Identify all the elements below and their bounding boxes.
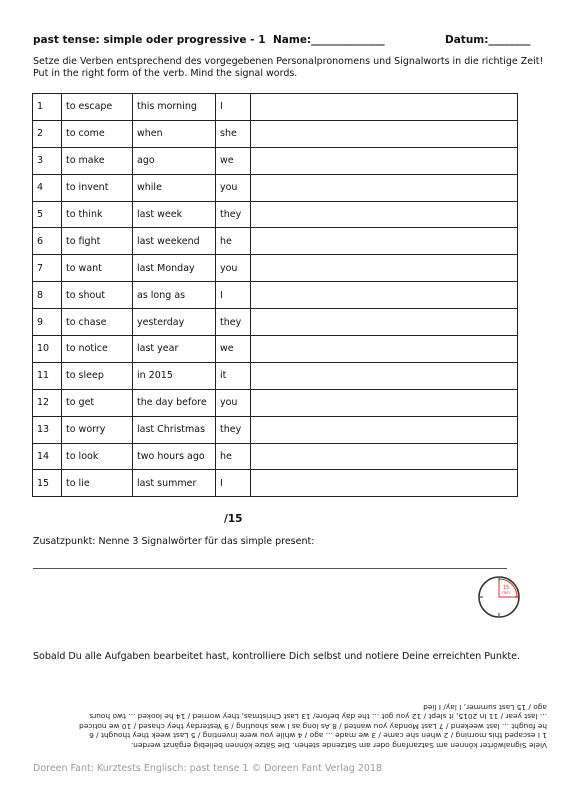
- worksheet-title: past tense: simple oder progressive - 1: [33, 34, 266, 46]
- exercise-number: 4: [33, 174, 62, 201]
- exercise-signal-word: the day before: [133, 389, 216, 416]
- exercise-row: [33, 336, 518, 363]
- exercise-verb: to chase: [62, 309, 133, 336]
- exercise-pronoun: you: [216, 174, 251, 201]
- exercise-number: 15: [33, 470, 62, 497]
- upside-down-solution: [33, 702, 547, 750]
- answer-cell[interactable]: [251, 147, 518, 174]
- exercise-number: 14: [33, 443, 62, 470]
- exercise-signal-word: last Monday: [133, 255, 216, 282]
- exercise-verb: to lie: [62, 470, 133, 497]
- exercise-row: [33, 470, 518, 497]
- exercise-number: 11: [33, 362, 62, 389]
- solution-line: he fought ... last weekend / 7 Last Monday you wanted / 8 As long as I was shouting / 9 Yesterday they chased / 10 we noticed: [79, 721, 547, 731]
- solution-line: 1 I escaped this morning / 2 when she came / 3 we made ... ago / 4 while you were inventing / 5 Last week they thought / 6: [89, 731, 547, 741]
- exercise-signal-word: last summer: [133, 470, 216, 497]
- date-field: Datum:________: [445, 34, 531, 46]
- answer-cell[interactable]: [251, 120, 518, 147]
- clock-unit-label: min: [502, 590, 510, 595]
- exercise-verb: to think: [62, 201, 133, 228]
- exercise-signal-word: last year: [133, 336, 216, 363]
- answer-cell[interactable]: [251, 174, 518, 201]
- exercise-signal-word: in 2015: [133, 362, 216, 389]
- answer-cell[interactable]: [251, 94, 518, 121]
- exercise-row: [33, 120, 518, 147]
- exercise-number: 5: [33, 201, 62, 228]
- score-total: /15: [224, 513, 243, 525]
- bonus-answer-line: [33, 568, 507, 569]
- exercise-number: 9: [33, 309, 62, 336]
- answer-cell[interactable]: [251, 282, 518, 309]
- exercise-number: 10: [33, 336, 62, 363]
- bonus-task: Zusatzpunkt: Nenne 3 Signalwörter für das simple present:: [33, 536, 315, 547]
- exercise-number: 8: [33, 282, 62, 309]
- exercise-verb: to shout: [62, 282, 133, 309]
- exercise-signal-word: when: [133, 120, 216, 147]
- self-check-note: Sobald Du alle Aufgaben bearbeitet hast, kontrolliere Dich selbst und notiere Deine erreichten Punkte.: [33, 651, 520, 662]
- exercise-pronoun: you: [216, 255, 251, 282]
- answer-cell[interactable]: [251, 228, 518, 255]
- exercise-pronoun: she: [216, 120, 251, 147]
- exercise-number: 13: [33, 416, 62, 443]
- exercise-verb: to invent: [62, 174, 133, 201]
- exercise-signal-word: two hours ago: [133, 443, 216, 470]
- exercise-verb: to notice: [62, 336, 133, 363]
- exercise-row: [33, 201, 518, 228]
- copyright-footer: Doreen Fant: Kurztests Englisch: past tense 1 © Doreen Fant Verlag 2018: [33, 763, 383, 774]
- exercise-pronoun: I: [216, 470, 251, 497]
- exercise-verb: to want: [62, 255, 133, 282]
- instruction-german: Setze die Verben entsprechend des vorgegebenen Personalpronomens und Signalworts in die richtige Zeit!: [33, 56, 544, 67]
- exercise-signal-word: last weekend: [133, 228, 216, 255]
- answer-cell[interactable]: [251, 255, 518, 282]
- exercise-number: 3: [33, 147, 62, 174]
- exercise-row: [33, 282, 518, 309]
- exercise-verb: to make: [62, 147, 133, 174]
- clock-minutes-label: 15: [502, 585, 510, 591]
- exercise-pronoun: they: [216, 416, 251, 443]
- exercise-signal-word: as long as: [133, 282, 216, 309]
- exercise-number: 7: [33, 255, 62, 282]
- exercise-row: [33, 147, 518, 174]
- exercise-pronoun: I: [216, 282, 251, 309]
- exercise-verb: to escape: [62, 94, 133, 121]
- answer-cell[interactable]: [251, 201, 518, 228]
- exercise-row: [33, 228, 518, 255]
- exercise-row: [33, 174, 518, 201]
- answer-cell[interactable]: [251, 362, 518, 389]
- exercise-pronoun: we: [216, 147, 251, 174]
- exercise-verb: to sleep: [62, 362, 133, 389]
- answer-cell[interactable]: [251, 389, 518, 416]
- solution-line: Viele Signalwörter können am Satzanfang oder am Satzende stehen. Die Sätze können beliebig ergänzt werden.: [130, 740, 547, 750]
- exercise-pronoun: it: [216, 362, 251, 389]
- exercise-verb: to fight: [62, 228, 133, 255]
- exercise-number: 12: [33, 389, 62, 416]
- exercise-signal-word: yesterday: [133, 309, 216, 336]
- exercise-row: [33, 362, 518, 389]
- exercise-pronoun: he: [216, 228, 251, 255]
- exercise-signal-word: last Christmas: [133, 416, 216, 443]
- answer-cell[interactable]: [251, 416, 518, 443]
- exercise-pronoun: you: [216, 389, 251, 416]
- exercise-signal-word: this morning: [133, 94, 216, 121]
- instructions: [33, 56, 544, 80]
- exercise-signal-word: while: [133, 174, 216, 201]
- exercise-pronoun: they: [216, 201, 251, 228]
- exercise-pronoun: he: [216, 443, 251, 470]
- exercise-number: 2: [33, 120, 62, 147]
- answer-cell[interactable]: [251, 470, 518, 497]
- exercise-verb: to worry: [62, 416, 133, 443]
- exercise-row: [33, 389, 518, 416]
- exercise-row: [33, 309, 518, 336]
- name-field: Name:______________: [273, 34, 385, 46]
- exercise-number: 1: [33, 94, 62, 121]
- answer-cell[interactable]: [251, 309, 518, 336]
- exercise-pronoun: I: [216, 94, 251, 121]
- solution-line: ... last year / 11 In 2015, it slept / 12 you got ... the day before/ 13 Last Christmas, they worried / 14 he looked ... two hours: [89, 712, 547, 722]
- exercise-table: [32, 93, 518, 497]
- exercise-signal-word: ago: [133, 147, 216, 174]
- exercise-verb: to look: [62, 443, 133, 470]
- exercise-pronoun: they: [216, 309, 251, 336]
- exercise-signal-word: last week: [133, 201, 216, 228]
- exercise-row: [33, 255, 518, 282]
- exercise-number: 6: [33, 228, 62, 255]
- exercise-pronoun: we: [216, 336, 251, 363]
- instruction-english: Put in the right form of the verb. Mind the signal words.: [33, 68, 298, 79]
- answer-cell[interactable]: [251, 336, 518, 363]
- solution-line: ago / 15 Last summer, I lay/ I lied: [423, 702, 547, 712]
- exercise-verb: to get: [62, 389, 133, 416]
- timer-clock-icon: [477, 575, 521, 619]
- answer-cell[interactable]: [251, 443, 518, 470]
- exercise-row: [33, 443, 518, 470]
- exercise-row: [33, 416, 518, 443]
- exercise-row: [33, 94, 518, 121]
- exercise-verb: to come: [62, 120, 133, 147]
